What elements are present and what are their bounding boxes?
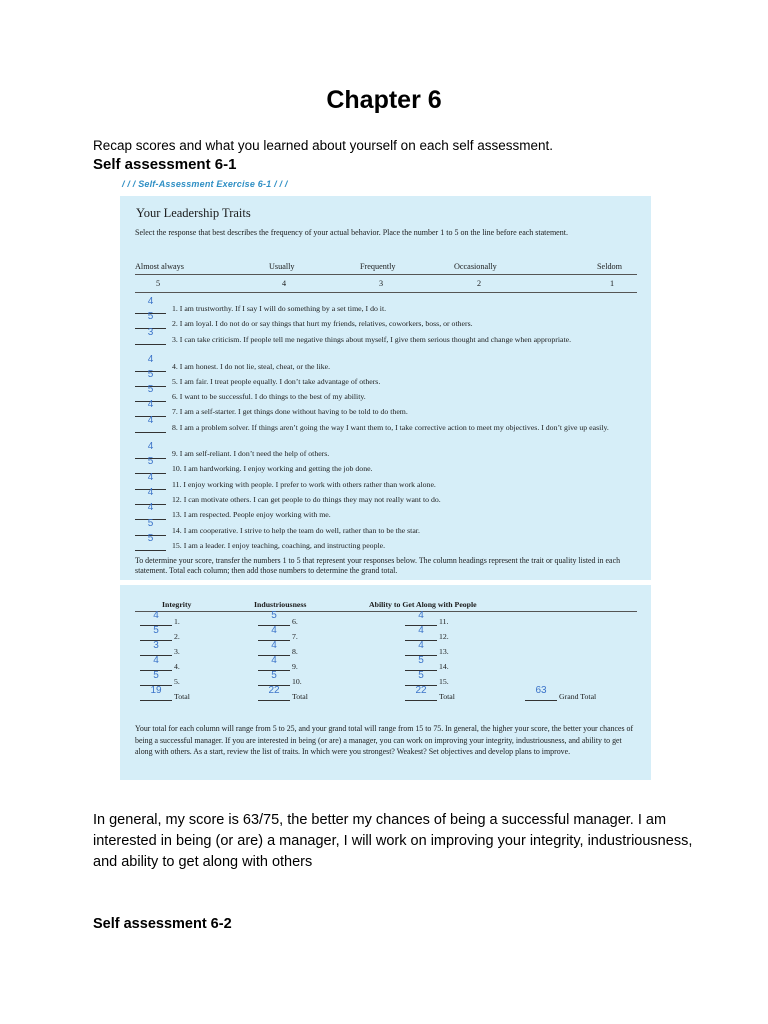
handwritten-total: 19: [150, 685, 162, 696]
handwritten-score: 4: [418, 610, 424, 621]
handwritten-score: 5: [418, 655, 424, 666]
item-number: 2.: [174, 632, 180, 641]
handwritten-answer: 5: [147, 518, 154, 529]
scale-value: 3: [379, 279, 384, 288]
item-number: 10.: [292, 677, 302, 686]
scale-value: 2: [477, 279, 482, 288]
handwritten-answer: 4: [147, 399, 154, 410]
questionnaire-title: Your Leadership Traits: [136, 206, 251, 220]
item-number: 12.: [439, 632, 449, 641]
handwritten-grand-total: 63: [535, 685, 547, 696]
handwritten-answer: 4: [147, 296, 154, 307]
handwritten-score: 4: [418, 640, 424, 651]
handwritten-score: 4: [271, 625, 277, 636]
total-label: Total: [292, 692, 308, 701]
heading-divider: [135, 611, 637, 612]
intro-text: Recap scores and what you learned about yourself on each self assessment.: [93, 138, 554, 153]
handwritten-score: 5: [153, 670, 159, 681]
grand-total-label: Grand Total: [559, 692, 597, 701]
handwritten-answer: 4: [147, 502, 154, 513]
scale-label: Frequently: [360, 262, 396, 271]
handwritten-answer: 5: [147, 369, 154, 380]
handwritten-total: 22: [415, 685, 427, 696]
item-number: 3.: [174, 647, 180, 656]
scoring-instructions: To determine your score, transfer the numbers 1 to 5 that represent your responses below. The column headings represent the trait or quality listed in each statement. Total each column; then add those numbers to determine the grand total.: [135, 556, 621, 575]
statement-text: 2. I am loyal. I do not do or say things that hurt my friends, relatives, coworkers, boss, or others.: [172, 319, 473, 328]
item-number: 5.: [174, 677, 180, 686]
total-label: Total: [439, 692, 455, 701]
handwritten-answer: 5: [147, 384, 154, 395]
statement-text: 9. I am self-reliant. I don’t need the help of others.: [172, 449, 330, 458]
handwritten-score: 5: [418, 670, 424, 681]
section-heading-6-2: Self assessment 6-2: [93, 916, 232, 932]
scale-label: Almost always: [135, 262, 184, 271]
handwritten-answer: 5: [147, 533, 154, 544]
handwritten-answer: 4: [147, 487, 154, 498]
scale-value: 1: [610, 279, 615, 288]
item-number: 8.: [292, 647, 298, 656]
scale-label: Usually: [269, 262, 295, 271]
handwritten-answer: 5: [147, 456, 154, 467]
total-label: Total: [174, 692, 190, 701]
handwritten-answer: 4: [147, 472, 154, 483]
handwritten-answer: 4: [147, 354, 154, 365]
handwritten-score: 4: [271, 655, 277, 666]
statement-text: 8. I am a problem solver. If things aren’t going the way I want them to, I take corrective action to meet my objectives. I don’t give up easily.: [172, 423, 609, 432]
handwritten-score: 4: [153, 610, 159, 621]
statement-text: 5. I am fair. I treat people equally. I don’t take advantage of others.: [172, 377, 381, 386]
column-heading-industriousness: Industriousness: [254, 600, 307, 609]
handwritten-answer: 3: [147, 327, 154, 338]
statement-text: 1. I am trustworthy. If I say I will do something by a set time, I do it.: [172, 304, 387, 313]
statement-text: 11. I enjoy working with people. I prefer to work with others rather than work alone.: [172, 480, 436, 489]
handwritten-answer: 4: [147, 415, 154, 426]
handwritten-score: 3: [153, 640, 159, 651]
column-heading-people: Ability to Get Along with People: [369, 600, 477, 609]
scale-label: Occasionally: [454, 262, 497, 271]
scale-label: Seldom: [597, 262, 623, 271]
statement-text: 7. I am a self-starter. I get things done without having to be told to do them.: [172, 407, 408, 416]
handwritten-answer: 5: [147, 311, 154, 322]
statement-text: 6. I want to be successful. I do things to the best of my ability.: [172, 392, 366, 401]
item-number: 9.: [292, 662, 298, 671]
statement-text: 4. I am honest. I do not lie, steal, cheat, or the like.: [172, 362, 331, 371]
handwritten-total: 22: [268, 685, 280, 696]
handwritten-answer: 4: [147, 441, 154, 452]
item-number: 15.: [439, 677, 449, 686]
statement-text: 14. I am cooperative. I strive to help the team do well, rather than to be the star.: [172, 526, 420, 535]
scale-value: 5: [156, 279, 161, 288]
statement-text: 3. I can take criticism. If people tell me negative things about myself, I give them serious thought and change when appropriate.: [172, 335, 572, 344]
statement-text: 12. I can motivate others. I can get people to do things they may not really want to do.: [172, 495, 441, 504]
exercise-label: / / / Self-Assessment Exercise 6-1 / / /: [122, 179, 288, 189]
questionnaire-instructions: Select the response that best describes the frequency of your actual behavior. Place the number 1 to 5 on the line before each statement.: [135, 228, 568, 237]
handwritten-score: 4: [153, 655, 159, 666]
scale-divider: [135, 274, 637, 275]
column-heading-integrity: Integrity: [162, 600, 192, 609]
handwritten-score: 5: [271, 610, 277, 621]
item-number: 13.: [439, 647, 449, 656]
item-number: 1.: [174, 617, 180, 626]
questionnaire-panel: [120, 196, 651, 580]
handwritten-score: 4: [418, 625, 424, 636]
handwritten-score: 5: [271, 670, 277, 681]
section-heading-6-1: Self assessment 6-1: [93, 156, 237, 173]
item-number: 11.: [439, 617, 449, 626]
page-title: Chapter 6: [326, 86, 442, 114]
summary-paragraph: In general, my score is 63/75, the better my chances of being a successful manager. I am interested in being (or are) a manager, I will work on improving your integrity, industriousness, and ability to get along with others: [93, 812, 693, 870]
item-number: 4.: [174, 662, 180, 671]
statement-text: 13. I am respected. People enjoy working with me.: [172, 510, 331, 519]
statement-text: 10. I am hardworking. I enjoy working and getting the job done.: [172, 464, 373, 473]
statement-text: 15. I am a leader. I enjoy teaching, coaching, and instructing people.: [172, 541, 386, 550]
item-number: 7.: [292, 632, 298, 641]
scale-value: 4: [282, 279, 287, 288]
scoring-explanation: Your total for each column will range from 5 to 25, and your grand total will range from 15 to 75. In general, the higher your score, the better your chances of being a successful manager. If you are interested in being (or are) a manager, you can work on improving your integrity, industriousness, and ability to get along with others. As a start, review the list of traits. In which were you strongest? Weakest? Set objectives and develop plans to improve.: [135, 724, 634, 756]
handwritten-score: 4: [271, 640, 277, 651]
handwritten-score: 5: [153, 625, 159, 636]
scale-divider: [135, 292, 637, 293]
scoring-panel: [120, 585, 651, 780]
item-number: 14.: [439, 662, 449, 671]
item-number: 6.: [292, 617, 298, 626]
